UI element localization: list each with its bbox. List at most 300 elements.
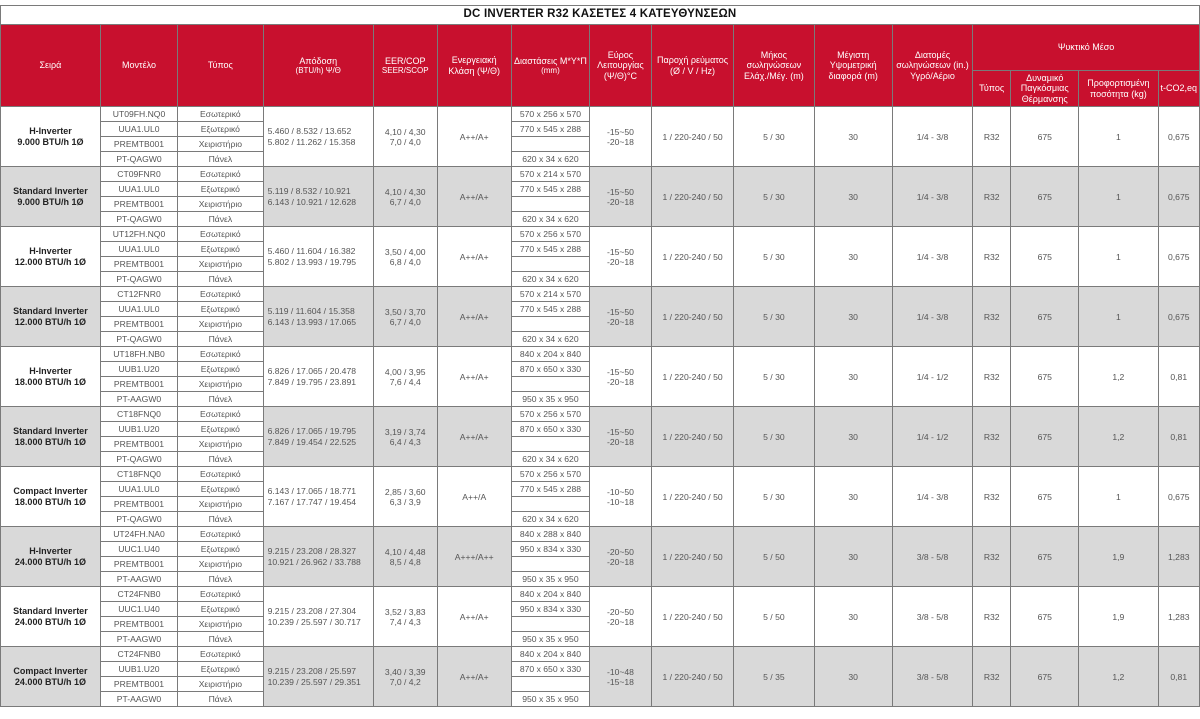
seer-value: 7,6 / 4,4	[389, 376, 421, 387]
table-body	[1, 107, 1200, 707]
range-cell	[590, 167, 652, 227]
seer-value: 8,5 / 4,8	[389, 556, 421, 567]
type-cell: Εσωτερικό	[178, 407, 263, 422]
dims-cell: 570 x 214 x 570	[511, 167, 589, 182]
eer-cell	[373, 647, 437, 707]
series-name	[1, 527, 101, 587]
model-cell: PT-AAGW0	[100, 692, 177, 707]
model-cell: PT-QAGW0	[100, 332, 177, 347]
capacity-cell	[263, 227, 373, 287]
seer-value: 7,0 / 4,2	[389, 676, 421, 687]
dims-cell	[511, 257, 589, 272]
table-row	[1, 167, 1200, 182]
table-row	[1, 647, 1200, 662]
range-cooling: -15~50	[606, 186, 634, 197]
ref-type-cell: R32	[973, 167, 1011, 227]
dims-cell: 620 x 34 x 620	[511, 272, 589, 287]
power-cell: 1 / 220-240 / 50	[651, 227, 733, 287]
co2-cell: 0,81	[1158, 407, 1199, 467]
header-model: Μοντέλο	[100, 25, 177, 107]
range-cell	[590, 527, 652, 587]
height-diff-cell: 30	[814, 107, 892, 167]
eer-cell	[373, 467, 437, 527]
series-line-1: Standard Inverter	[13, 425, 88, 436]
header-eer-label: EER/COP	[384, 55, 426, 66]
model-cell: UT18FH.NB0	[100, 347, 177, 362]
header-type: Τύπος	[178, 25, 263, 107]
gwp-cell: 675	[1011, 407, 1079, 467]
power-cell: 1 / 220-240 / 50	[651, 107, 733, 167]
gwp-cell: 675	[1011, 227, 1079, 287]
type-cell: Πάνελ	[178, 392, 263, 407]
dims-cell	[511, 617, 589, 632]
height-diff-cell: 30	[814, 407, 892, 467]
series-line-1: Compact Inverter	[13, 665, 88, 676]
energy-class-cell: A++/A+	[437, 587, 511, 647]
type-cell: Χειριστήριο	[178, 437, 263, 452]
series-name	[1, 467, 101, 527]
model-cell: PREMTB001	[100, 437, 177, 452]
type-cell: Χειριστήριο	[178, 497, 263, 512]
ref-type-cell: R32	[973, 107, 1011, 167]
power-cell: 1 / 220-240 / 50	[651, 587, 733, 647]
ref-type-cell: R32	[973, 407, 1011, 467]
type-cell: Χειριστήριο	[178, 617, 263, 632]
type-cell: Πάνελ	[178, 272, 263, 287]
range-heating: -10~18	[606, 496, 634, 507]
table-row	[1, 587, 1200, 602]
gwp-cell: 675	[1011, 347, 1079, 407]
precharge-cell: 1,2	[1079, 647, 1158, 707]
type-cell: Χειριστήριο	[178, 137, 263, 152]
series-line-2: 12.000 BTU/h 1Ø	[14, 316, 86, 327]
gwp-cell: 675	[1011, 107, 1079, 167]
dims-cell: 840 x 204 x 840	[511, 647, 589, 662]
range-cooling: -20~50	[606, 606, 634, 617]
series-line-1: Standard Inverter	[13, 305, 88, 316]
model-cell: UUC1.U40	[100, 602, 177, 617]
dims-cell: 870 x 650 x 330	[511, 662, 589, 677]
series-name	[1, 107, 101, 167]
co2-cell: 0,81	[1158, 647, 1199, 707]
range-heating: -15~18	[606, 676, 634, 687]
header-seer-label: SEER/SCOP	[381, 66, 429, 76]
type-cell: Εσωτερικό	[178, 587, 263, 602]
gwp-cell: 675	[1011, 527, 1079, 587]
model-cell: UT12FH.NQ0	[100, 227, 177, 242]
range-cooling: -15~50	[606, 366, 634, 377]
table-row	[1, 227, 1200, 242]
ref-type-cell: R32	[973, 647, 1011, 707]
range-cell	[590, 107, 652, 167]
gwp-cell: 675	[1011, 167, 1079, 227]
range-heating: -20~18	[606, 436, 634, 447]
series-name	[1, 647, 101, 707]
model-cell: CT24FNB0	[100, 647, 177, 662]
series-line-2: 18.000 BTU/h 1Ø	[14, 436, 86, 447]
capacity-heating: 10.239 / 25.597 / 30.717	[267, 616, 361, 627]
energy-class-cell: A++/A	[437, 467, 511, 527]
capacity-cell	[263, 467, 373, 527]
dims-cell: 840 x 288 x 840	[511, 527, 589, 542]
dims-cell: 770 x 545 x 288	[511, 182, 589, 197]
pipe-diameter-cell: 1/4 - 3/8	[892, 287, 972, 347]
capacity-heating: 7.167 / 17.747 / 19.454	[267, 496, 357, 507]
model-cell: CT24FNB0	[100, 587, 177, 602]
type-cell: Χειριστήριο	[178, 377, 263, 392]
height-diff-cell: 30	[814, 527, 892, 587]
capacity-cooling: 9.215 / 23.208 / 28.327	[267, 545, 357, 556]
dims-cell: 770 x 545 x 288	[511, 482, 589, 497]
eer-value: 3,40 / 3,39	[384, 666, 426, 677]
capacity-cell	[263, 587, 373, 647]
co2-cell: 1,283	[1158, 587, 1199, 647]
table-row	[1, 107, 1200, 122]
energy-class-cell: A++/A+	[437, 227, 511, 287]
type-cell: Εξωτερικό	[178, 422, 263, 437]
series-name	[1, 287, 101, 347]
capacity-cell	[263, 287, 373, 347]
range-cell	[590, 647, 652, 707]
series-line-2: 9.000 BTU/h 1Ø	[17, 196, 84, 207]
power-cell: 1 / 220-240 / 50	[651, 467, 733, 527]
eer-cell	[373, 587, 437, 647]
model-cell: UUC1.U40	[100, 542, 177, 557]
type-cell: Εξωτερικό	[178, 242, 263, 257]
type-cell: Πάνελ	[178, 332, 263, 347]
type-cell: Εσωτερικό	[178, 227, 263, 242]
co2-cell: 0,675	[1158, 167, 1199, 227]
ref-type-cell: R32	[973, 227, 1011, 287]
pipe-diameter-cell: 1/4 - 3/8	[892, 227, 972, 287]
seer-value: 7,0 / 4,0	[389, 136, 421, 147]
precharge-cell: 1	[1079, 167, 1158, 227]
capacity-cooling: 6.826 / 17.065 / 20.478	[267, 365, 357, 376]
header-pipe-length: Μήκος σωληνώσεων Ελάχ./Μέγ. (m)	[734, 25, 814, 107]
capacity-heating: 5.802 / 11.262 / 15.358	[267, 136, 356, 147]
pipe-length-cell: 5 / 30	[734, 347, 814, 407]
range-heating: -20~18	[606, 616, 634, 627]
model-cell: PT-QAGW0	[100, 452, 177, 467]
capacity-cell	[263, 167, 373, 227]
series-line-2: 18.000 BTU/h 1Ø	[14, 376, 86, 387]
header-precharge: Προφορτισμένη ποσότητα (kg)	[1079, 71, 1158, 107]
type-cell: Χειριστήριο	[178, 317, 263, 332]
dims-cell: 620 x 34 x 620	[511, 452, 589, 467]
range-cell	[590, 227, 652, 287]
header-eer	[373, 25, 437, 107]
height-diff-cell: 30	[814, 287, 892, 347]
type-cell: Εξωτερικό	[178, 182, 263, 197]
eer-value: 4,00 / 3,95	[384, 366, 426, 377]
dims-cell	[511, 677, 589, 692]
energy-class-cell: A++/A+	[437, 287, 511, 347]
seer-value: 6,3 / 3,9	[389, 496, 421, 507]
capacity-cell	[263, 647, 373, 707]
type-cell: Χειριστήριο	[178, 557, 263, 572]
capacity-heating: 5.802 / 13.993 / 19.795	[267, 256, 357, 267]
energy-class-cell: A++/A+	[437, 107, 511, 167]
dims-cell	[511, 437, 589, 452]
model-cell: CT12FNR0	[100, 287, 177, 302]
dims-cell: 770 x 545 x 288	[511, 242, 589, 257]
table-row	[1, 407, 1200, 422]
dims-cell: 570 x 256 x 570	[511, 107, 589, 122]
type-cell: Πάνελ	[178, 572, 263, 587]
precharge-cell: 1,9	[1079, 587, 1158, 647]
header-dims-unit: (mm)	[541, 66, 560, 76]
header-power: Παροχή ρεύματος (Ø / V / Hz)	[651, 25, 733, 107]
dims-cell: 620 x 34 x 620	[511, 212, 589, 227]
co2-cell: 0,81	[1158, 347, 1199, 407]
capacity-cooling: 9.215 / 23.208 / 25.597	[267, 665, 357, 676]
header-capacity-label: Απόδοση	[299, 55, 338, 66]
type-cell: Πάνελ	[178, 632, 263, 647]
height-diff-cell: 30	[814, 587, 892, 647]
model-cell: PREMTB001	[100, 197, 177, 212]
model-cell: PREMTB001	[100, 257, 177, 272]
gwp-cell: 675	[1011, 587, 1079, 647]
dims-cell: 950 x 35 x 950	[511, 392, 589, 407]
seer-value: 6,8 / 4,0	[389, 256, 421, 267]
range-heating: -20~18	[606, 316, 634, 327]
dims-cell	[511, 197, 589, 212]
energy-class-cell: A++/A+	[437, 407, 511, 467]
capacity-cooling: 6.143 / 17.065 / 18.771	[267, 485, 357, 496]
model-cell: UT24FH.NA0	[100, 527, 177, 542]
pipe-length-cell: 5 / 30	[734, 407, 814, 467]
type-cell: Εξωτερικό	[178, 362, 263, 377]
dims-cell: 770 x 545 x 288	[511, 122, 589, 137]
model-cell: PT-QAGW0	[100, 152, 177, 167]
seer-value: 7,4 / 4,3	[389, 616, 421, 627]
series-name	[1, 347, 101, 407]
precharge-cell: 1,2	[1079, 407, 1158, 467]
series-line-1: H-Inverter	[29, 125, 72, 136]
model-cell: PT-QAGW0	[100, 272, 177, 287]
range-cooling: -20~50	[606, 546, 634, 557]
eer-value: 4,10 / 4,30	[384, 186, 426, 197]
capacity-heating: 6.143 / 13.993 / 17.065	[267, 316, 357, 327]
energy-class-cell: A+++/A++	[437, 527, 511, 587]
series-name	[1, 167, 101, 227]
type-cell: Χειριστήριο	[178, 197, 263, 212]
type-cell: Εσωτερικό	[178, 527, 263, 542]
range-heating: -20~18	[606, 376, 634, 387]
header-refrigerant-group: Ψυκτικό Μέσο	[973, 25, 1200, 71]
dims-cell: 840 x 204 x 840	[511, 587, 589, 602]
eer-cell	[373, 107, 437, 167]
gwp-cell: 675	[1011, 287, 1079, 347]
pipe-diameter-cell: 1/4 - 1/2	[892, 347, 972, 407]
type-cell: Πάνελ	[178, 152, 263, 167]
co2-cell: 0,675	[1158, 467, 1199, 527]
model-cell: PREMTB001	[100, 377, 177, 392]
pipe-length-cell: 5 / 30	[734, 467, 814, 527]
dims-cell: 620 x 34 x 620	[511, 512, 589, 527]
model-cell: PT-QAGW0	[100, 512, 177, 527]
table-title: DC INVERTER R32 ΚΑΣΕΤΕΣ 4 ΚΑΤΕΥΘΥΝΣΕΩΝ	[1, 6, 1200, 25]
type-cell: Εσωτερικό	[178, 647, 263, 662]
seer-value: 6,7 / 4,0	[389, 196, 421, 207]
eer-cell	[373, 167, 437, 227]
power-cell: 1 / 220-240 / 50	[651, 647, 733, 707]
header-co2: t-CO2,eq	[1158, 71, 1199, 107]
dims-cell: 950 x 35 x 950	[511, 692, 589, 707]
series-line-1: H-Inverter	[29, 545, 72, 556]
series-line-1: Standard Inverter	[13, 185, 88, 196]
type-cell: Εξωτερικό	[178, 302, 263, 317]
pipe-length-cell: 5 / 35	[734, 647, 814, 707]
dims-cell: 870 x 650 x 330	[511, 362, 589, 377]
header-gwp: Δυναμικό Παγκόσμιας Θέρμανσης	[1011, 71, 1079, 107]
precharge-cell: 1	[1079, 107, 1158, 167]
type-cell: Εξωτερικό	[178, 602, 263, 617]
pipe-diameter-cell: 1/4 - 3/8	[892, 107, 972, 167]
dims-cell	[511, 137, 589, 152]
header-range: Εύρος Λειτουργίας (Ψ/Θ)°C	[590, 25, 652, 107]
co2-cell: 1,283	[1158, 527, 1199, 587]
model-cell: PREMTB001	[100, 497, 177, 512]
series-line-2: 9.000 BTU/h 1Ø	[17, 136, 84, 147]
header-pipe-diameter: Διατομές σωληνώσεων (in.) Υγρό/Αέριο	[892, 25, 972, 107]
ref-type-cell: R32	[973, 287, 1011, 347]
series-line-1: H-Inverter	[29, 365, 72, 376]
series-line-1: H-Inverter	[29, 245, 72, 256]
capacity-heating: 7.849 / 19.795 / 23.891	[267, 376, 357, 387]
capacity-cooling: 5.460 / 11.604 / 16.382	[267, 245, 356, 256]
energy-class-cell: A++/A+	[437, 347, 511, 407]
gwp-cell: 675	[1011, 467, 1079, 527]
header-capacity	[263, 25, 373, 107]
type-cell: Εσωτερικό	[178, 467, 263, 482]
header-energy: Ενεργειακή Κλάση (Ψ/Θ)	[437, 25, 511, 107]
pipe-diameter-cell: 3/8 - 5/8	[892, 527, 972, 587]
power-cell: 1 / 220-240 / 50	[651, 347, 733, 407]
model-cell: PREMTB001	[100, 677, 177, 692]
type-cell: Εξωτερικό	[178, 122, 263, 137]
series-name	[1, 227, 101, 287]
model-cell: PT-AAGW0	[100, 392, 177, 407]
range-cell	[590, 467, 652, 527]
dims-cell	[511, 377, 589, 392]
capacity-cooling: 9.215 / 23.208 / 27.304	[267, 605, 357, 616]
energy-class-cell: A++/A+	[437, 167, 511, 227]
seer-value: 6,7 / 4,0	[389, 316, 421, 327]
power-cell: 1 / 220-240 / 50	[651, 167, 733, 227]
eer-value: 3,19 / 3,74	[384, 426, 426, 437]
power-cell: 1 / 220-240 / 50	[651, 527, 733, 587]
type-cell: Πάνελ	[178, 452, 263, 467]
eer-cell	[373, 527, 437, 587]
capacity-cooling: 6.826 / 17.065 / 19.795	[267, 425, 357, 436]
ref-type-cell: R32	[973, 347, 1011, 407]
pipe-length-cell: 5 / 50	[734, 527, 814, 587]
type-cell: Εσωτερικό	[178, 347, 263, 362]
precharge-cell: 1	[1079, 467, 1158, 527]
model-cell: UUB1.U20	[100, 662, 177, 677]
type-cell: Εξωτερικό	[178, 662, 263, 677]
dims-cell: 770 x 545 x 288	[511, 302, 589, 317]
range-cell	[590, 587, 652, 647]
series-line-2: 24.000 BTU/h 1Ø	[14, 616, 86, 627]
range-cooling: -10~48	[606, 666, 634, 677]
ref-type-cell: R32	[973, 587, 1011, 647]
dims-cell: 950 x 834 x 330	[511, 542, 589, 557]
pipe-diameter-cell: 3/8 - 5/8	[892, 647, 972, 707]
dims-cell: 870 x 650 x 330	[511, 422, 589, 437]
dims-cell	[511, 557, 589, 572]
co2-cell: 0,675	[1158, 107, 1199, 167]
dims-cell: 620 x 34 x 620	[511, 332, 589, 347]
model-cell: CT09FNR0	[100, 167, 177, 182]
eer-value: 3,50 / 4,00	[384, 246, 426, 257]
type-cell: Χειριστήριο	[178, 677, 263, 692]
dims-cell: 840 x 204 x 840	[511, 347, 589, 362]
model-cell: PREMTB001	[100, 617, 177, 632]
range-heating: -20~18	[606, 256, 634, 267]
series-line-1: Standard Inverter	[13, 605, 88, 616]
precharge-cell: 1,9	[1079, 527, 1158, 587]
capacity-heating: 10.239 / 25.597 / 29.351	[267, 676, 361, 687]
model-cell: UUA1.UL0	[100, 482, 177, 497]
eer-cell	[373, 347, 437, 407]
header-series: Σειρά	[1, 25, 101, 107]
range-cooling: -15~50	[606, 126, 634, 137]
model-cell: PT-AAGW0	[100, 632, 177, 647]
eer-cell	[373, 287, 437, 347]
table-row	[1, 287, 1200, 302]
model-cell: CT18FNQ0	[100, 407, 177, 422]
precharge-cell: 1	[1079, 227, 1158, 287]
table-row	[1, 467, 1200, 482]
ref-type-cell: R32	[973, 467, 1011, 527]
capacity-cell	[263, 407, 373, 467]
series-name	[1, 407, 101, 467]
dims-cell	[511, 317, 589, 332]
seer-value: 6,4 / 4,3	[389, 436, 421, 447]
gwp-cell: 675	[1011, 647, 1079, 707]
range-heating: -20~18	[606, 196, 634, 207]
height-diff-cell: 30	[814, 347, 892, 407]
range-cell	[590, 407, 652, 467]
range-cell	[590, 347, 652, 407]
eer-value: 4,10 / 4,48	[384, 546, 426, 557]
model-cell: PT-QAGW0	[100, 212, 177, 227]
range-cooling: -15~50	[606, 426, 634, 437]
model-cell: CT18FNQ0	[100, 467, 177, 482]
height-diff-cell: 30	[814, 227, 892, 287]
pipe-diameter-cell: 1/4 - 3/8	[892, 467, 972, 527]
range-cooling: -15~50	[606, 306, 634, 317]
type-cell: Πάνελ	[178, 212, 263, 227]
table-row	[1, 527, 1200, 542]
model-cell: PT-AAGW0	[100, 572, 177, 587]
series-line-2: 24.000 BTU/h 1Ø	[14, 556, 86, 567]
dims-cell: 950 x 35 x 950	[511, 572, 589, 587]
spec-table	[0, 5, 1200, 707]
eer-cell	[373, 227, 437, 287]
type-cell: Εσωτερικό	[178, 107, 263, 122]
dims-cell: 570 x 256 x 570	[511, 407, 589, 422]
eer-value: 3,50 / 3,70	[384, 306, 426, 317]
co2-cell: 0,675	[1158, 227, 1199, 287]
pipe-diameter-cell: 1/4 - 3/8	[892, 167, 972, 227]
series-line-1: Compact Inverter	[13, 485, 88, 496]
model-cell: UUA1.UL0	[100, 182, 177, 197]
capacity-cell	[263, 107, 373, 167]
height-diff-cell: 30	[814, 167, 892, 227]
